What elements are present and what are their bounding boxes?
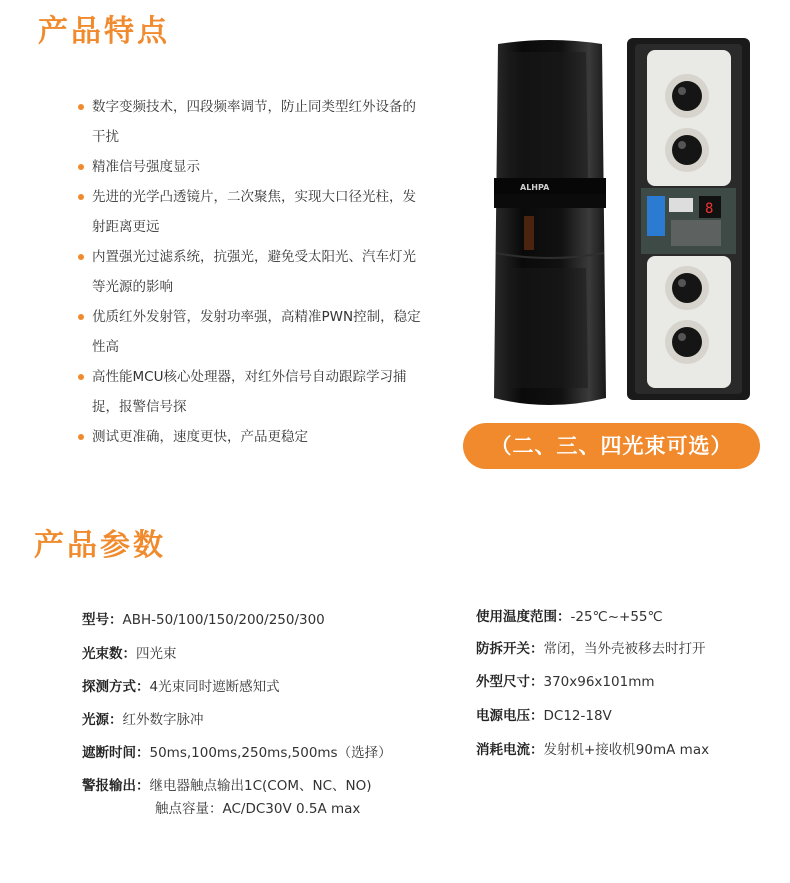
bullet-icon — [78, 194, 84, 200]
list-item: 优质红外发射管，发射功率强，高精准PWN控制，稳定性高 — [78, 302, 423, 362]
spec-contact-capacity: 触点容量：AC/DC30V 0.5A max — [155, 801, 361, 817]
beam-options-badge: （二、三、四光束可选） — [463, 423, 760, 469]
bullet-icon — [78, 254, 84, 260]
features-title: 产品特点 — [38, 14, 170, 49]
specs-title: 产品参数 — [34, 528, 166, 563]
bullet-icon — [78, 314, 84, 320]
spec-dimensions: 外型尺寸：370x96x101mm — [476, 674, 655, 690]
bullet-icon — [78, 434, 84, 440]
spec-alarm-output: 警报输出：继电器触点输出1C(COM、NC、NO) — [82, 778, 372, 794]
list-item: 内置强光过滤系统，抗强光，避免受太阳光、汽车灯光等光源的影响 — [78, 242, 423, 302]
list-item: 精准信号强度显示 — [78, 152, 423, 182]
spec-current: 消耗电流：发射机+接收机90mA max — [476, 742, 710, 758]
bullet-icon — [78, 374, 84, 380]
spec-tamper: 防拆开关：常闭，当外壳被移去时打开 — [476, 641, 706, 657]
list-item: 高性能MCU核心处理器，对红外信号自动跟踪学习捕捉，报警信号探 — [78, 362, 423, 422]
spec-detection: 探测方式：4光束同时遮断感知式 — [82, 679, 280, 695]
svg-text:8: 8 — [705, 201, 714, 217]
bullet-icon — [78, 164, 84, 170]
spec-light-source: 光源：红外数字脉冲 — [82, 712, 204, 728]
feature-list — [78, 92, 423, 452]
brand-logo: ALHPA — [520, 183, 550, 192]
spec-beams: 光束数：四光束 — [82, 646, 177, 662]
detector-open-image — [627, 38, 750, 400]
bullet-icon — [78, 104, 84, 110]
list-item: 测试更准确，速度更快，产品更稳定 — [78, 422, 423, 452]
list-item: 数字变频技术，四段频率调节，防止同类型红外设备的干扰 — [78, 92, 423, 152]
spec-temperature: 使用温度范围：-25℃~+55℃ — [476, 609, 663, 625]
list-item: 先进的光学凸透镜片，二次聚焦，实现大口径光柱，发射距离更远 — [78, 182, 423, 242]
spec-interrupt-time: 遮断时间：50ms,100ms,250ms,500ms（选择） — [82, 745, 392, 761]
spec-voltage: 电源电压：DC12-18V — [476, 708, 612, 724]
detector-closed-image — [490, 38, 608, 410]
spec-model: 型号：ABH-50/100/150/200/250/300 — [82, 612, 325, 628]
